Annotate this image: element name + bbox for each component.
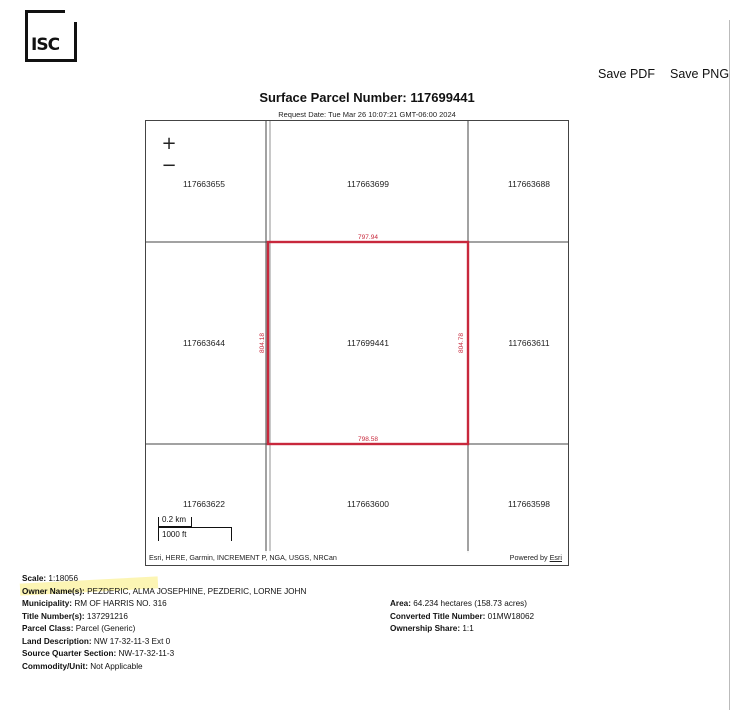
- scale-bar-ft-line: [158, 527, 232, 528]
- detail-ownership-share: Ownership Share: 1:1: [390, 624, 474, 633]
- detail-area: Area: 64.234 hectares (158.73 acres): [390, 599, 528, 608]
- save-png-button[interactable]: Save PNG: [670, 67, 730, 81]
- parcel-label-middle-left: 117663644: [183, 338, 225, 348]
- parcel-label-bottom-left: 117663622: [183, 499, 225, 509]
- map-attribution: [146, 551, 568, 565]
- parcel-label-top-left: 117663655: [183, 179, 225, 189]
- parcel-label-bottom-right: 117663598: [508, 499, 550, 509]
- logo-text: ISC: [31, 35, 60, 55]
- scale-km: 0.2 km: [162, 515, 187, 524]
- parcel-map[interactable]: [145, 120, 569, 566]
- parcel-label-bottom-center: 117663600: [347, 499, 389, 509]
- parcel-label-top-center: 117663699: [347, 179, 389, 189]
- request-date: Request Date: Tue Mar 26 10:07:21 GMT-06:00 2024: [278, 110, 456, 119]
- parcel-label-selected: 117699441: [347, 338, 389, 348]
- attribution-text: Esri, HERE, Garmin, INCREMENT P, NGA, USGS, NRCan: [149, 553, 337, 562]
- detail-source-quarter: Source Quarter Section: NW-17-32-11-3: [22, 649, 175, 658]
- dimension-left: 804.18: [259, 333, 266, 353]
- save-pdf-button[interactable]: Save PDF: [598, 67, 655, 81]
- zoom-in-button[interactable]: +: [161, 133, 177, 154]
- page-edge: [729, 20, 730, 710]
- dimension-top: 797.94: [358, 234, 378, 241]
- parcel-label-middle-right: 117663611: [508, 338, 550, 348]
- detail-scale: Scale: 1:18056: [22, 574, 79, 583]
- dimension-right: 804.78: [458, 333, 465, 353]
- detail-title-numbers: Title Number(s): 137291216: [22, 611, 128, 621]
- detail-land-description: Land Description: NW 17-32-11-3 Ext 0: [22, 636, 171, 646]
- detail-owners: Owner Name(s): PEZDERIC, ALMA JOSEPHINE, PEZDERIC, LORNE JOHN: [22, 586, 307, 596]
- zoom-out-button[interactable]: −: [161, 155, 177, 176]
- detail-municipality: Municipality: RM OF HARRIS NO. 316: [22, 599, 167, 608]
- detail-converted-title: Converted Title Number: 01MW18062: [390, 611, 535, 621]
- powered-by-prefix: Powered by: [509, 553, 550, 562]
- page-title: Surface Parcel Number: 117699441: [259, 90, 475, 105]
- isc-logo: [25, 10, 77, 62]
- map-canvas: [146, 121, 569, 566]
- powered-by: [510, 551, 562, 565]
- esri-link[interactable]: Esri: [549, 553, 562, 562]
- dimension-bottom: 798.58: [358, 436, 378, 443]
- detail-commodity: Commodity/Unit: Not Applicable: [22, 661, 143, 671]
- parcel-details-right: [390, 598, 534, 636]
- scale-ft: 1000 ft: [162, 530, 187, 539]
- parcel-label-top-right: 117663688: [508, 179, 550, 189]
- detail-parcel-class: Parcel Class: Parcel (Generic): [22, 624, 136, 633]
- scale-bar: [158, 515, 234, 543]
- parcel-details: [22, 573, 306, 673]
- logo-notch: [65, 10, 77, 22]
